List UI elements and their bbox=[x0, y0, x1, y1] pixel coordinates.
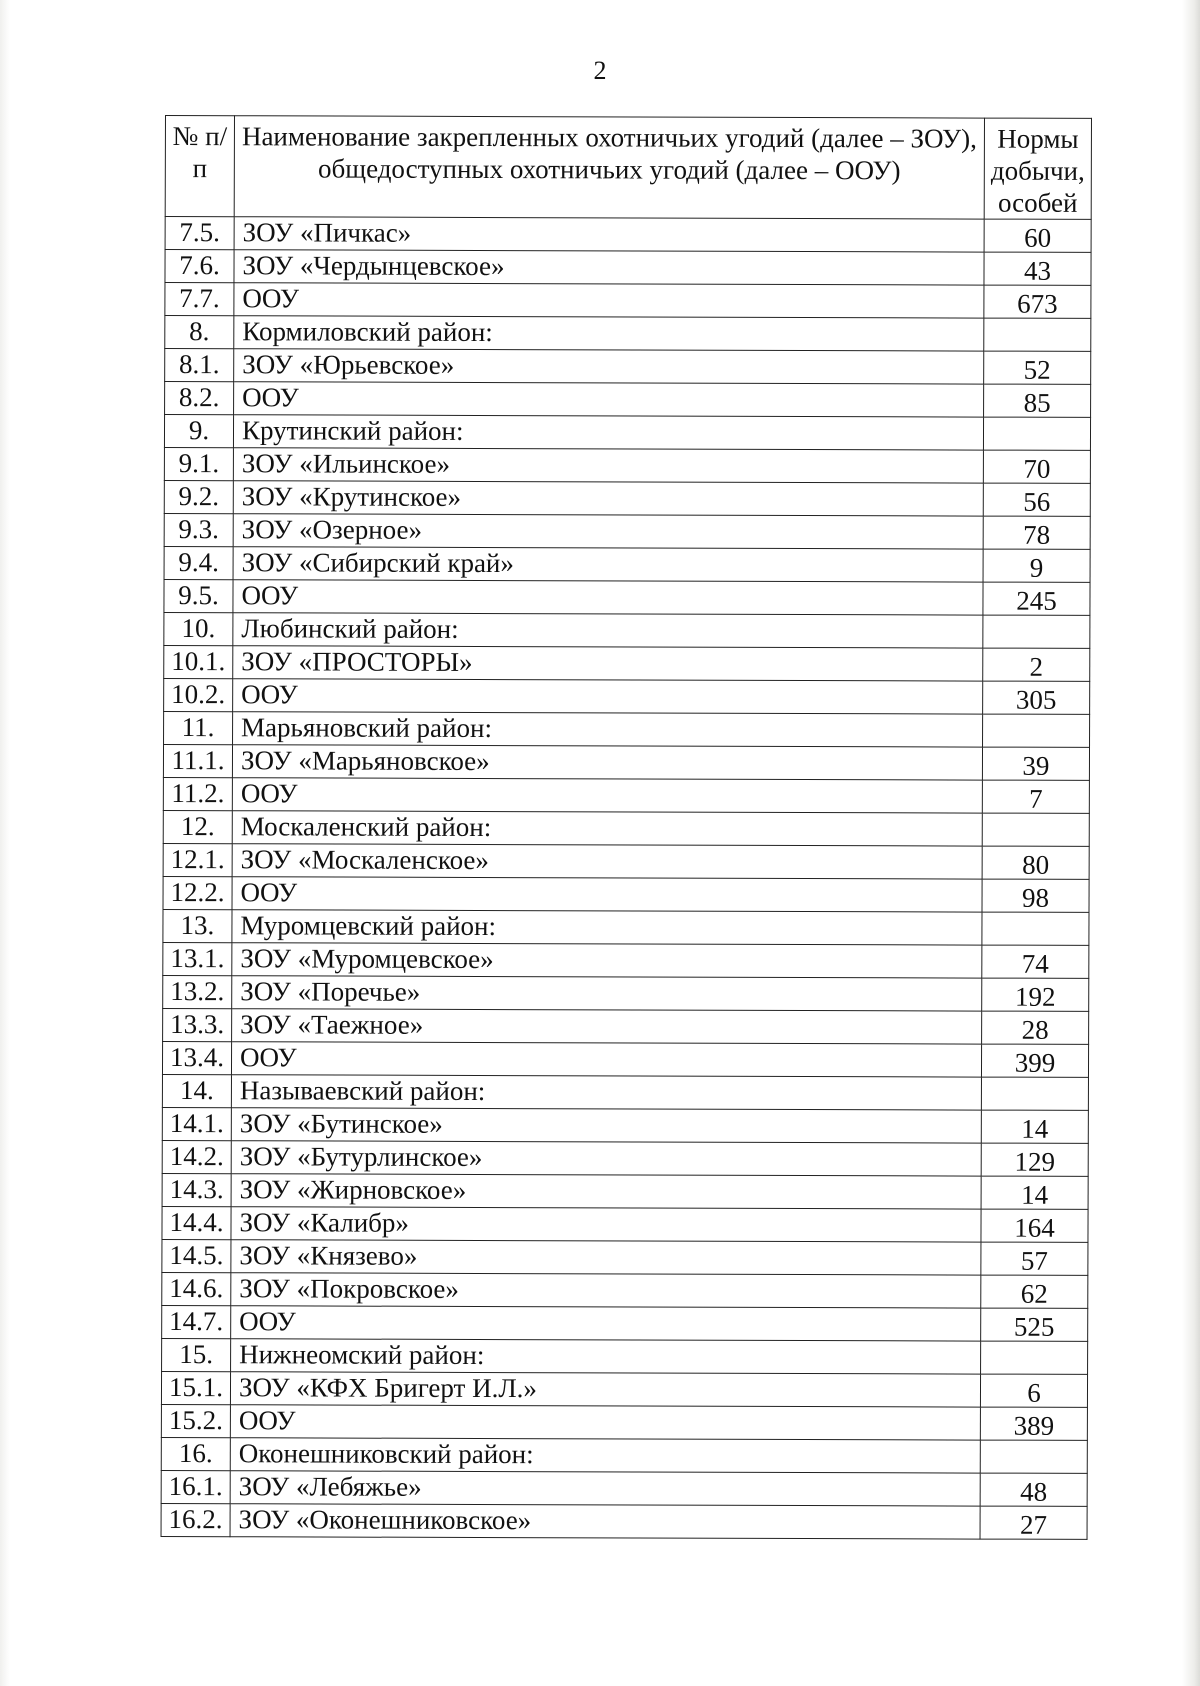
row-name: Москаленский район: bbox=[232, 811, 982, 846]
row-name: ЗОУ «Пичкас» bbox=[234, 217, 984, 252]
table-row bbox=[161, 1470, 1087, 1506]
row-quota: 52 bbox=[984, 351, 1091, 384]
row-quota: 7 bbox=[982, 780, 1089, 813]
row-quota: 48 bbox=[980, 1473, 1087, 1506]
row-name: ЗОУ «Жирновское» bbox=[231, 1174, 981, 1209]
table-body bbox=[161, 217, 1091, 1540]
table-row bbox=[163, 777, 1089, 813]
row-number: 15. bbox=[162, 1338, 231, 1371]
row-quota bbox=[981, 1341, 1088, 1374]
row-name: ЗОУ «Озерное» bbox=[233, 514, 983, 549]
row-quota: 399 bbox=[981, 1044, 1088, 1077]
row-quota: 57 bbox=[981, 1242, 1088, 1275]
row-number: 13.2. bbox=[163, 975, 232, 1008]
row-number: 11. bbox=[164, 711, 233, 744]
table-row bbox=[164, 447, 1090, 483]
table-row bbox=[164, 513, 1090, 549]
row-quota: 27 bbox=[980, 1506, 1087, 1539]
table-row bbox=[162, 1107, 1088, 1143]
row-name: ООУ bbox=[233, 679, 983, 714]
scan-right-edge bbox=[1182, 0, 1200, 1686]
table-row bbox=[164, 678, 1090, 714]
table-row bbox=[164, 612, 1090, 648]
row-quota bbox=[981, 1077, 1088, 1110]
row-quota: 164 bbox=[981, 1209, 1088, 1242]
row-quota bbox=[984, 318, 1091, 351]
row-quota: 78 bbox=[983, 516, 1090, 549]
row-number: 7.5. bbox=[165, 217, 234, 250]
row-quota bbox=[983, 714, 1090, 747]
row-quota: 389 bbox=[980, 1407, 1087, 1440]
row-number: 13. bbox=[163, 909, 232, 942]
row-number: 8.2. bbox=[165, 382, 234, 415]
row-name: ЗОУ «Москаленское» bbox=[232, 844, 982, 879]
row-quota: 192 bbox=[982, 978, 1089, 1011]
row-quota: 28 bbox=[982, 1011, 1089, 1044]
row-name: Нижнеомский район: bbox=[231, 1339, 981, 1374]
page-number: 2 bbox=[593, 56, 607, 85]
table-header-row bbox=[165, 116, 1091, 220]
table-row bbox=[165, 283, 1091, 319]
row-name: ООУ bbox=[234, 382, 984, 417]
row-number: 15.1. bbox=[161, 1371, 230, 1404]
table-row bbox=[161, 1371, 1087, 1407]
table-row bbox=[165, 349, 1091, 385]
row-quota: 98 bbox=[982, 879, 1089, 912]
row-number: 13.1. bbox=[163, 942, 232, 975]
row-quota bbox=[982, 813, 1089, 846]
row-number: 14. bbox=[162, 1074, 231, 1107]
table-row bbox=[162, 1338, 1088, 1374]
row-name: ООУ bbox=[232, 877, 982, 912]
row-quota: 85 bbox=[984, 384, 1091, 417]
hunting-quota-table bbox=[161, 115, 1092, 1540]
header-num: № п/п bbox=[165, 116, 234, 217]
row-quota: 43 bbox=[984, 252, 1091, 285]
row-number: 9.1. bbox=[164, 447, 233, 480]
row-quota: 6 bbox=[980, 1374, 1087, 1407]
table-row bbox=[165, 217, 1091, 253]
row-quota: 14 bbox=[981, 1110, 1088, 1143]
row-quota: 60 bbox=[984, 219, 1091, 252]
row-number: 9. bbox=[164, 415, 233, 448]
row-name: ООУ bbox=[233, 580, 983, 615]
row-number: 13.4. bbox=[162, 1041, 231, 1074]
row-number: 16.2. bbox=[161, 1503, 230, 1536]
row-name: ООУ bbox=[230, 1405, 980, 1440]
row-number: 14.6. bbox=[162, 1272, 231, 1305]
row-quota: 70 bbox=[983, 450, 1090, 483]
row-number: 9.4. bbox=[164, 546, 233, 579]
row-quota: 14 bbox=[981, 1176, 1088, 1209]
header-name: Наименование закрепленных охотничьих угодий (далее – ЗОУ), общедоступных охотничьих угодий (далее – ООУ) bbox=[234, 116, 984, 219]
table-row bbox=[162, 1305, 1088, 1341]
row-number: 11.1. bbox=[163, 744, 232, 777]
row-name: Муромцевский район: bbox=[232, 910, 982, 945]
row-name: ЗОУ «Чердынцевское» bbox=[234, 250, 984, 285]
row-number: 9.2. bbox=[164, 480, 233, 513]
row-name: Кормиловский район: bbox=[234, 316, 984, 351]
table-row bbox=[162, 1206, 1088, 1242]
table-row bbox=[165, 382, 1091, 418]
row-name: ЗОУ «Поречье» bbox=[232, 976, 982, 1011]
row-number: 8. bbox=[165, 316, 234, 349]
table-row bbox=[163, 1008, 1089, 1044]
table-row bbox=[163, 843, 1089, 879]
row-name: Марьяновский район: bbox=[233, 712, 983, 747]
row-number: 14.3. bbox=[162, 1173, 231, 1206]
row-name: ЗОУ «ПРОСТОРЫ» bbox=[233, 646, 983, 681]
row-name: ЗОУ «Ильинское» bbox=[233, 448, 983, 483]
row-number: 16. bbox=[161, 1437, 230, 1470]
row-number: 11.2. bbox=[163, 777, 232, 810]
row-quota bbox=[983, 417, 1090, 450]
table-row bbox=[162, 1239, 1088, 1275]
table-row bbox=[164, 415, 1090, 451]
table-row bbox=[161, 1437, 1087, 1473]
scan-left-edge bbox=[0, 0, 10, 1686]
row-name: ЗОУ «Сибирский край» bbox=[233, 547, 983, 582]
row-name: Оконешниковский район: bbox=[230, 1438, 980, 1473]
header-quota: Нормы добычи, особей bbox=[984, 118, 1091, 219]
row-name: ЗОУ «Крутинское» bbox=[233, 481, 983, 516]
row-name: ООУ bbox=[234, 283, 984, 318]
table-row bbox=[163, 744, 1089, 780]
row-number: 12.2. bbox=[163, 876, 232, 909]
row-name: ЗОУ «Лебяжье» bbox=[230, 1471, 980, 1506]
row-quota: 39 bbox=[982, 747, 1089, 780]
row-name: Называевский район: bbox=[231, 1075, 981, 1110]
row-quota: 62 bbox=[981, 1275, 1088, 1308]
table-row bbox=[163, 975, 1089, 1011]
row-name: ЗОУ «КФХ Бригерт И.Л.» bbox=[230, 1372, 980, 1407]
row-number: 10.1. bbox=[164, 645, 233, 678]
table-row bbox=[162, 1173, 1088, 1209]
row-name: ЗОУ «Покровское» bbox=[231, 1273, 981, 1308]
row-number: 9.3. bbox=[164, 513, 233, 546]
row-quota bbox=[980, 1440, 1087, 1473]
row-number: 12. bbox=[163, 810, 232, 843]
row-number: 14.1. bbox=[162, 1107, 231, 1140]
row-quota: 245 bbox=[983, 582, 1090, 615]
table-row bbox=[161, 1503, 1087, 1539]
row-number: 9.5. bbox=[164, 579, 233, 612]
row-quota: 9 bbox=[983, 549, 1090, 582]
row-number: 16.1. bbox=[161, 1470, 230, 1503]
row-number: 10. bbox=[164, 612, 233, 645]
table-row bbox=[164, 645, 1090, 681]
row-quota: 525 bbox=[981, 1308, 1088, 1341]
row-quota: 2 bbox=[983, 648, 1090, 681]
row-quota: 74 bbox=[982, 945, 1089, 978]
row-name: ЗОУ «Оконешниковское» bbox=[230, 1504, 980, 1539]
table-row bbox=[164, 546, 1090, 582]
row-name: ЗОУ «Бутинское» bbox=[231, 1108, 981, 1143]
row-name: ЗОУ «Бутурлинское» bbox=[231, 1141, 981, 1176]
row-name: ЗОУ «Юрьевское» bbox=[234, 349, 984, 384]
row-name: ЗОУ «Калибр» bbox=[231, 1207, 981, 1242]
table-row bbox=[164, 480, 1090, 516]
row-number: 15.2. bbox=[161, 1404, 230, 1437]
table-row bbox=[164, 579, 1090, 615]
row-quota bbox=[983, 615, 1090, 648]
row-quota: 56 bbox=[983, 483, 1090, 516]
row-name: ООУ bbox=[231, 1306, 981, 1341]
table-row bbox=[162, 1272, 1088, 1308]
table-row bbox=[163, 810, 1089, 846]
row-number: 14.2. bbox=[162, 1140, 231, 1173]
row-name: ЗОУ «Марьяновское» bbox=[232, 745, 982, 780]
row-number: 12.1. bbox=[163, 843, 232, 876]
row-name: ЗОУ «Таежное» bbox=[232, 1009, 982, 1044]
row-name: ЗОУ «Князево» bbox=[231, 1240, 981, 1275]
row-number: 14.5. bbox=[162, 1239, 231, 1272]
row-name: ООУ bbox=[231, 1042, 981, 1077]
table-row bbox=[165, 250, 1091, 286]
row-number: 7.6. bbox=[165, 250, 234, 283]
table-row bbox=[163, 942, 1089, 978]
row-quota: 129 bbox=[981, 1143, 1088, 1176]
table-row bbox=[163, 909, 1089, 945]
row-name: ЗОУ «Муромцевское» bbox=[232, 943, 982, 978]
row-name: ООУ bbox=[232, 778, 982, 813]
row-quota bbox=[982, 912, 1089, 945]
row-name: Любинский район: bbox=[233, 613, 983, 648]
row-number: 13.3. bbox=[163, 1008, 232, 1041]
row-quota: 305 bbox=[983, 681, 1090, 714]
row-number: 8.1. bbox=[165, 349, 234, 382]
table-row bbox=[165, 316, 1091, 352]
row-name: Крутинский район: bbox=[233, 415, 983, 450]
table-row bbox=[162, 1041, 1088, 1077]
row-number: 14.4. bbox=[162, 1206, 231, 1239]
table-row bbox=[164, 711, 1090, 747]
table-row bbox=[162, 1140, 1088, 1176]
row-number: 14.7. bbox=[162, 1305, 231, 1338]
table-row bbox=[163, 876, 1089, 912]
table-row bbox=[162, 1074, 1088, 1110]
row-quota: 80 bbox=[982, 846, 1089, 879]
row-number: 7.7. bbox=[165, 283, 234, 316]
row-quota: 673 bbox=[984, 285, 1091, 318]
row-number: 10.2. bbox=[164, 678, 233, 711]
table-row bbox=[161, 1404, 1087, 1440]
